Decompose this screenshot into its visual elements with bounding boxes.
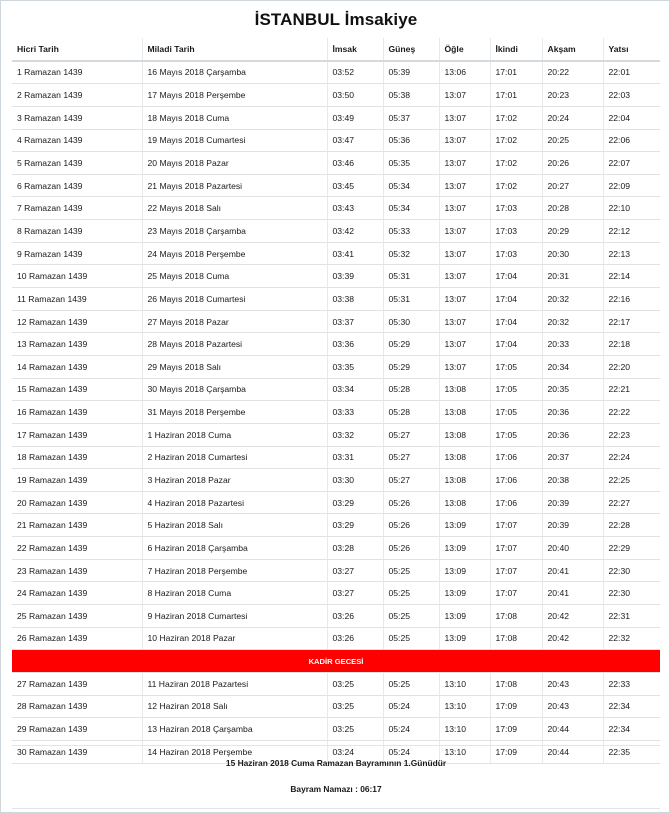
table-cell: 1 Haziran 2018 Cuma	[142, 423, 327, 446]
table-cell: 27 Ramazan 1439	[12, 672, 142, 695]
table-cell: 05:28	[383, 401, 439, 424]
imsakiye-table	[12, 38, 660, 764]
table-cell: 13:08	[439, 423, 490, 446]
table-row	[12, 174, 660, 197]
table-cell: 22:01	[603, 61, 660, 84]
table-cell: 03:45	[327, 174, 383, 197]
table-cell: 03:50	[327, 84, 383, 107]
table-cell: 26 Mayıs 2018 Cumartesi	[142, 288, 327, 311]
table-cell: 8 Haziran 2018 Cuma	[142, 582, 327, 605]
table-cell: 20:36	[542, 401, 603, 424]
table-cell: 12 Haziran 2018 Salı	[142, 695, 327, 718]
table-cell: 20:25	[542, 129, 603, 152]
table-cell: 20:42	[542, 605, 603, 628]
table-cell: 3 Haziran 2018 Pazar	[142, 469, 327, 492]
table-cell: 20:26	[542, 152, 603, 175]
table-cell: 03:30	[327, 469, 383, 492]
table-row	[12, 446, 660, 469]
table-cell: 13:08	[439, 446, 490, 469]
table-cell: 17:07	[490, 582, 542, 605]
table-row	[12, 627, 660, 650]
table-cell: 13:10	[439, 672, 490, 695]
table-cell: 22:17	[603, 310, 660, 333]
table-cell: 31 Mayıs 2018 Perşembe	[142, 401, 327, 424]
table-cell: 03:38	[327, 288, 383, 311]
table-cell: 13:10	[439, 718, 490, 741]
table-cell: 13:10	[439, 695, 490, 718]
table-cell: 22:30	[603, 582, 660, 605]
table-cell: 20:28	[542, 197, 603, 220]
table-cell: 05:32	[383, 242, 439, 265]
table-cell: 21 Ramazan 1439	[12, 514, 142, 537]
table-cell: 03:33	[327, 401, 383, 424]
table-cell: 03:35	[327, 355, 383, 378]
table-cell: 20:37	[542, 446, 603, 469]
table-cell: 2 Ramazan 1439	[12, 84, 142, 107]
table-cell: 6 Ramazan 1439	[12, 174, 142, 197]
table-row	[12, 106, 660, 129]
table-cell: 8 Ramazan 1439	[12, 220, 142, 243]
table-row	[12, 582, 660, 605]
table-row	[12, 491, 660, 514]
table-cell: 20 Ramazan 1439	[12, 491, 142, 514]
table-cell: 20:43	[542, 695, 603, 718]
table-row	[12, 401, 660, 424]
table-cell: 22:28	[603, 514, 660, 537]
table-cell: 13:07	[439, 152, 490, 175]
table-cell: 20:32	[542, 288, 603, 311]
table-cell: 25 Ramazan 1439	[12, 605, 142, 628]
table-cell: 13:09	[439, 605, 490, 628]
table-cell: 5 Haziran 2018 Salı	[142, 514, 327, 537]
table-cell: 22:30	[603, 559, 660, 582]
table-cell: 22:09	[603, 174, 660, 197]
table-cell: 17:08	[490, 627, 542, 650]
table-cell: 03:39	[327, 265, 383, 288]
table-cell: 05:38	[383, 84, 439, 107]
bayram-date-text: 15 Haziran 2018 Cuma Ramazan Bayramının 1.Günüdür	[225, 758, 447, 768]
table-cell: 20:33	[542, 333, 603, 356]
table-cell: 20:44	[542, 740, 603, 763]
table-cell: 13:07	[439, 129, 490, 152]
table-cell: 13:08	[439, 469, 490, 492]
table-cell: 03:34	[327, 378, 383, 401]
table-cell: 20:27	[542, 174, 603, 197]
table-cell: 03:26	[327, 605, 383, 628]
table-cell: 22:24	[603, 446, 660, 469]
table-cell: 17:02	[490, 152, 542, 175]
bayram-info	[12, 745, 660, 809]
table-cell: 17:02	[490, 106, 542, 129]
kadir-gecesi-row	[12, 650, 660, 673]
table-cell: 13:07	[439, 220, 490, 243]
table-cell: 22:23	[603, 423, 660, 446]
table-cell: 23 Mayıs 2018 Çarşamba	[142, 220, 327, 243]
table-cell: 05:33	[383, 220, 439, 243]
table-cell: 13:07	[439, 84, 490, 107]
table-cell: 05:26	[383, 491, 439, 514]
table-cell: 30 Mayıs 2018 Çarşamba	[142, 378, 327, 401]
column-header-gunes: Güneş	[383, 38, 439, 61]
table-cell: 22:20	[603, 355, 660, 378]
table-cell: 13:09	[439, 559, 490, 582]
table-cell: 20:41	[542, 582, 603, 605]
table-cell: 20:43	[542, 672, 603, 695]
table-cell: 05:29	[383, 355, 439, 378]
table-cell: 03:29	[327, 514, 383, 537]
table-cell: 03:27	[327, 582, 383, 605]
table-cell: 26 Ramazan 1439	[12, 627, 142, 650]
table-cell: 03:52	[327, 61, 383, 84]
table-cell: 05:25	[383, 672, 439, 695]
table-cell: 22:06	[603, 129, 660, 152]
table-cell: 20:42	[542, 627, 603, 650]
table-cell: 17:05	[490, 401, 542, 424]
column-header-imsak: İmsak	[327, 38, 383, 61]
table-cell: 13:07	[439, 106, 490, 129]
table-cell: 05:24	[383, 740, 439, 763]
table-cell: 5 Ramazan 1439	[12, 152, 142, 175]
table-row	[12, 242, 660, 265]
table-cell: 4 Ramazan 1439	[12, 129, 142, 152]
table-cell: 10 Ramazan 1439	[12, 265, 142, 288]
table-cell: 05:27	[383, 423, 439, 446]
table-cell: 22:21	[603, 378, 660, 401]
table-cell: 2 Haziran 2018 Cumartesi	[142, 446, 327, 469]
table-cell: 27 Mayıs 2018 Pazar	[142, 310, 327, 333]
table-cell: 9 Haziran 2018 Cumartesi	[142, 605, 327, 628]
table-cell: 17:06	[490, 491, 542, 514]
table-cell: 20 Mayıs 2018 Pazar	[142, 152, 327, 175]
table-cell: 17:08	[490, 672, 542, 695]
table-cell: 05:24	[383, 718, 439, 741]
table-cell: 05:34	[383, 174, 439, 197]
table-cell: 13:09	[439, 582, 490, 605]
column-header-miladi: Miladi Tarih	[142, 38, 327, 61]
table-cell: 05:25	[383, 559, 439, 582]
table-cell: 22:22	[603, 401, 660, 424]
table-cell: 17:09	[490, 740, 542, 763]
table-cell: 17:07	[490, 559, 542, 582]
table-cell: 03:25	[327, 672, 383, 695]
table-cell: 22 Mayıs 2018 Salı	[142, 197, 327, 220]
table-cell: 20:38	[542, 469, 603, 492]
column-header-hicri: Hicri Tarih	[12, 38, 142, 61]
table-cell: 03:31	[327, 446, 383, 469]
bayram-namaz-time: Bayram Namazı : 06:17	[290, 784, 382, 794]
table-row	[12, 310, 660, 333]
table-cell: 28 Mayıs 2018 Pazartesi	[142, 333, 327, 356]
table-cell: 05:30	[383, 310, 439, 333]
table-cell: 20:34	[542, 355, 603, 378]
table-cell: 17:04	[490, 288, 542, 311]
table-cell: 05:24	[383, 695, 439, 718]
table-cell: 20:23	[542, 84, 603, 107]
table-cell: 17:04	[490, 265, 542, 288]
table-cell: 7 Haziran 2018 Perşembe	[142, 559, 327, 582]
table-cell: 05:25	[383, 627, 439, 650]
table-cell: 13:06	[439, 61, 490, 84]
table-row	[12, 61, 660, 84]
table-cell: 22:14	[603, 265, 660, 288]
table-cell: 22:31	[603, 605, 660, 628]
table-cell: 03:24	[327, 740, 383, 763]
table-cell: 13:07	[439, 310, 490, 333]
table-cell: 22:04	[603, 106, 660, 129]
table-cell: 17:08	[490, 605, 542, 628]
table-row	[12, 559, 660, 582]
table-cell: 05:27	[383, 446, 439, 469]
table-row	[12, 129, 660, 152]
table-cell: 11 Ramazan 1439	[12, 288, 142, 311]
table-cell: 1 Ramazan 1439	[12, 61, 142, 84]
table-cell: 24 Ramazan 1439	[12, 582, 142, 605]
table-cell: 22:10	[603, 197, 660, 220]
table-cell: 22:32	[603, 627, 660, 650]
table-header-row	[12, 38, 660, 61]
table-cell: 05:29	[383, 333, 439, 356]
table-cell: 20:39	[542, 514, 603, 537]
table-cell: 14 Haziran 2018 Perşembe	[142, 740, 327, 763]
table-cell: 03:25	[327, 718, 383, 741]
table-cell: 20:44	[542, 718, 603, 741]
table-cell: 03:32	[327, 423, 383, 446]
table-cell: 03:25	[327, 695, 383, 718]
table-cell: 05:31	[383, 288, 439, 311]
table-row	[12, 423, 660, 446]
table-row	[12, 220, 660, 243]
table-cell: 22:35	[603, 740, 660, 763]
table-cell: 17:07	[490, 537, 542, 560]
table-cell: 20:36	[542, 423, 603, 446]
table-cell: 03:28	[327, 537, 383, 560]
table-cell: 13 Haziran 2018 Çarşamba	[142, 718, 327, 741]
table-cell: 20:30	[542, 242, 603, 265]
table-cell: 17:01	[490, 61, 542, 84]
table-cell: 17:04	[490, 333, 542, 356]
table-cell: 22:12	[603, 220, 660, 243]
table-cell: 05:27	[383, 469, 439, 492]
table-cell: 20:35	[542, 378, 603, 401]
table-cell: 13:07	[439, 242, 490, 265]
table-row	[12, 333, 660, 356]
table-cell: 17:03	[490, 197, 542, 220]
table-row	[12, 695, 660, 718]
table-cell: 17:02	[490, 174, 542, 197]
table-cell: 13:08	[439, 378, 490, 401]
table-cell: 21 Mayıs 2018 Pazartesi	[142, 174, 327, 197]
table-row	[12, 197, 660, 220]
table-cell: 14 Ramazan 1439	[12, 355, 142, 378]
table-cell: 17:09	[490, 718, 542, 741]
table-cell: 18 Mayıs 2018 Cuma	[142, 106, 327, 129]
table-cell: 20:40	[542, 537, 603, 560]
table-cell: 23 Ramazan 1439	[12, 559, 142, 582]
table-cell: 05:39	[383, 61, 439, 84]
table-cell: 03:37	[327, 310, 383, 333]
table-cell: 03:47	[327, 129, 383, 152]
table-cell: 22:07	[603, 152, 660, 175]
table-cell: 13:07	[439, 197, 490, 220]
table-body	[12, 61, 660, 763]
table-cell: 13:09	[439, 537, 490, 560]
table-cell: 13:07	[439, 265, 490, 288]
table-cell: 15 Ramazan 1439	[12, 378, 142, 401]
column-header-ikindi: İkindi	[490, 38, 542, 61]
table-cell: 13:07	[439, 174, 490, 197]
table-cell: 10 Haziran 2018 Pazar	[142, 627, 327, 650]
table-cell: 03:26	[327, 627, 383, 650]
table-cell: 17:04	[490, 310, 542, 333]
table-cell: 13:10	[439, 740, 490, 763]
table-cell: 22:16	[603, 288, 660, 311]
table-cell: 05:37	[383, 106, 439, 129]
table-cell: 19 Ramazan 1439	[12, 469, 142, 492]
table-cell: 22 Ramazan 1439	[12, 537, 142, 560]
table-cell: 20:32	[542, 310, 603, 333]
table-cell: 13:08	[439, 401, 490, 424]
table-cell: 9 Ramazan 1439	[12, 242, 142, 265]
table-cell: 22:34	[603, 718, 660, 741]
table-cell: 17:06	[490, 469, 542, 492]
table-cell: 18 Ramazan 1439	[12, 446, 142, 469]
table-cell: 22:29	[603, 537, 660, 560]
table-cell: 6 Haziran 2018 Çarşamba	[142, 537, 327, 560]
table-cell: 17:03	[490, 242, 542, 265]
column-header-aksam: Akşam	[542, 38, 603, 61]
table-cell: 3 Ramazan 1439	[12, 106, 142, 129]
table-cell: 17:05	[490, 355, 542, 378]
table-cell: 05:25	[383, 582, 439, 605]
table-cell: 05:34	[383, 197, 439, 220]
table-cell: 29 Mayıs 2018 Salı	[142, 355, 327, 378]
table-cell: 03:46	[327, 152, 383, 175]
table-cell: 20:39	[542, 491, 603, 514]
table-row	[12, 355, 660, 378]
table-cell: 05:35	[383, 152, 439, 175]
table-row	[12, 265, 660, 288]
table-cell: 11 Haziran 2018 Pazartesi	[142, 672, 327, 695]
table-cell: 4 Haziran 2018 Pazartesi	[142, 491, 327, 514]
table-cell: 16 Mayıs 2018 Çarşamba	[142, 61, 327, 84]
table-cell: 17:01	[490, 84, 542, 107]
table-cell: 05:31	[383, 265, 439, 288]
table-cell: 12 Ramazan 1439	[12, 310, 142, 333]
table-cell: 13:09	[439, 514, 490, 537]
table-cell: 16 Ramazan 1439	[12, 401, 142, 424]
table-cell: 20:24	[542, 106, 603, 129]
table-cell: 03:36	[327, 333, 383, 356]
table-row	[12, 718, 660, 741]
table-cell: 17:05	[490, 378, 542, 401]
table-cell: 20:31	[542, 265, 603, 288]
table-row	[12, 288, 660, 311]
table-cell: 03:27	[327, 559, 383, 582]
table-row	[12, 537, 660, 560]
table-cell: 05:28	[383, 378, 439, 401]
table-cell: 19 Mayıs 2018 Cumartesi	[142, 129, 327, 152]
table-cell: 22:33	[603, 672, 660, 695]
table-cell: 17:06	[490, 446, 542, 469]
table-cell: 22:18	[603, 333, 660, 356]
table-row	[12, 378, 660, 401]
table-cell: 17:09	[490, 695, 542, 718]
table-cell: 20:41	[542, 559, 603, 582]
table-row	[12, 469, 660, 492]
table-cell: 17 Mayıs 2018 Perşembe	[142, 84, 327, 107]
table-cell: 13:07	[439, 288, 490, 311]
table-cell: 05:36	[383, 129, 439, 152]
table-cell: 22:27	[603, 491, 660, 514]
table-cell: 17:05	[490, 423, 542, 446]
table-cell: 22:25	[603, 469, 660, 492]
table-cell: 17 Ramazan 1439	[12, 423, 142, 446]
table-cell: 13:07	[439, 333, 490, 356]
table-cell: 24 Mayıs 2018 Perşembe	[142, 242, 327, 265]
table-cell: 22:03	[603, 84, 660, 107]
table-cell: 20:22	[542, 61, 603, 84]
kadir-gecesi-label: KADİR GECESİ	[12, 650, 660, 673]
table-row	[12, 152, 660, 175]
table-row	[12, 514, 660, 537]
table-cell: 17:07	[490, 514, 542, 537]
page-title: İSTANBUL İmsakiye	[254, 10, 418, 29]
table-cell: 13:07	[439, 355, 490, 378]
table-cell: 05:25	[383, 605, 439, 628]
table-cell: 13:09	[439, 627, 490, 650]
table-cell: 7 Ramazan 1439	[12, 197, 142, 220]
table-cell: 03:41	[327, 242, 383, 265]
table-cell: 13 Ramazan 1439	[12, 333, 142, 356]
table-row	[12, 672, 660, 695]
table-cell: 03:49	[327, 106, 383, 129]
table-cell: 28 Ramazan 1439	[12, 695, 142, 718]
table-cell: 03:42	[327, 220, 383, 243]
column-header-ogle: Öğle	[439, 38, 490, 61]
table-cell: 13:08	[439, 491, 490, 514]
table-row	[12, 84, 660, 107]
table-cell: 17:03	[490, 220, 542, 243]
table-cell: 25 Mayıs 2018 Cuma	[142, 265, 327, 288]
table-cell: 03:29	[327, 491, 383, 514]
table-cell: 03:43	[327, 197, 383, 220]
table-cell: 20:29	[542, 220, 603, 243]
column-header-yatsi: Yatsı	[603, 38, 660, 61]
table-cell: 29 Ramazan 1439	[12, 718, 142, 741]
table-cell: 17:02	[490, 129, 542, 152]
table-row	[12, 605, 660, 628]
table-cell: 05:26	[383, 514, 439, 537]
table-cell: 30 Ramazan 1439	[12, 740, 142, 763]
table-cell: 22:34	[603, 695, 660, 718]
table-cell: 22:13	[603, 242, 660, 265]
table-cell: 05:26	[383, 537, 439, 560]
